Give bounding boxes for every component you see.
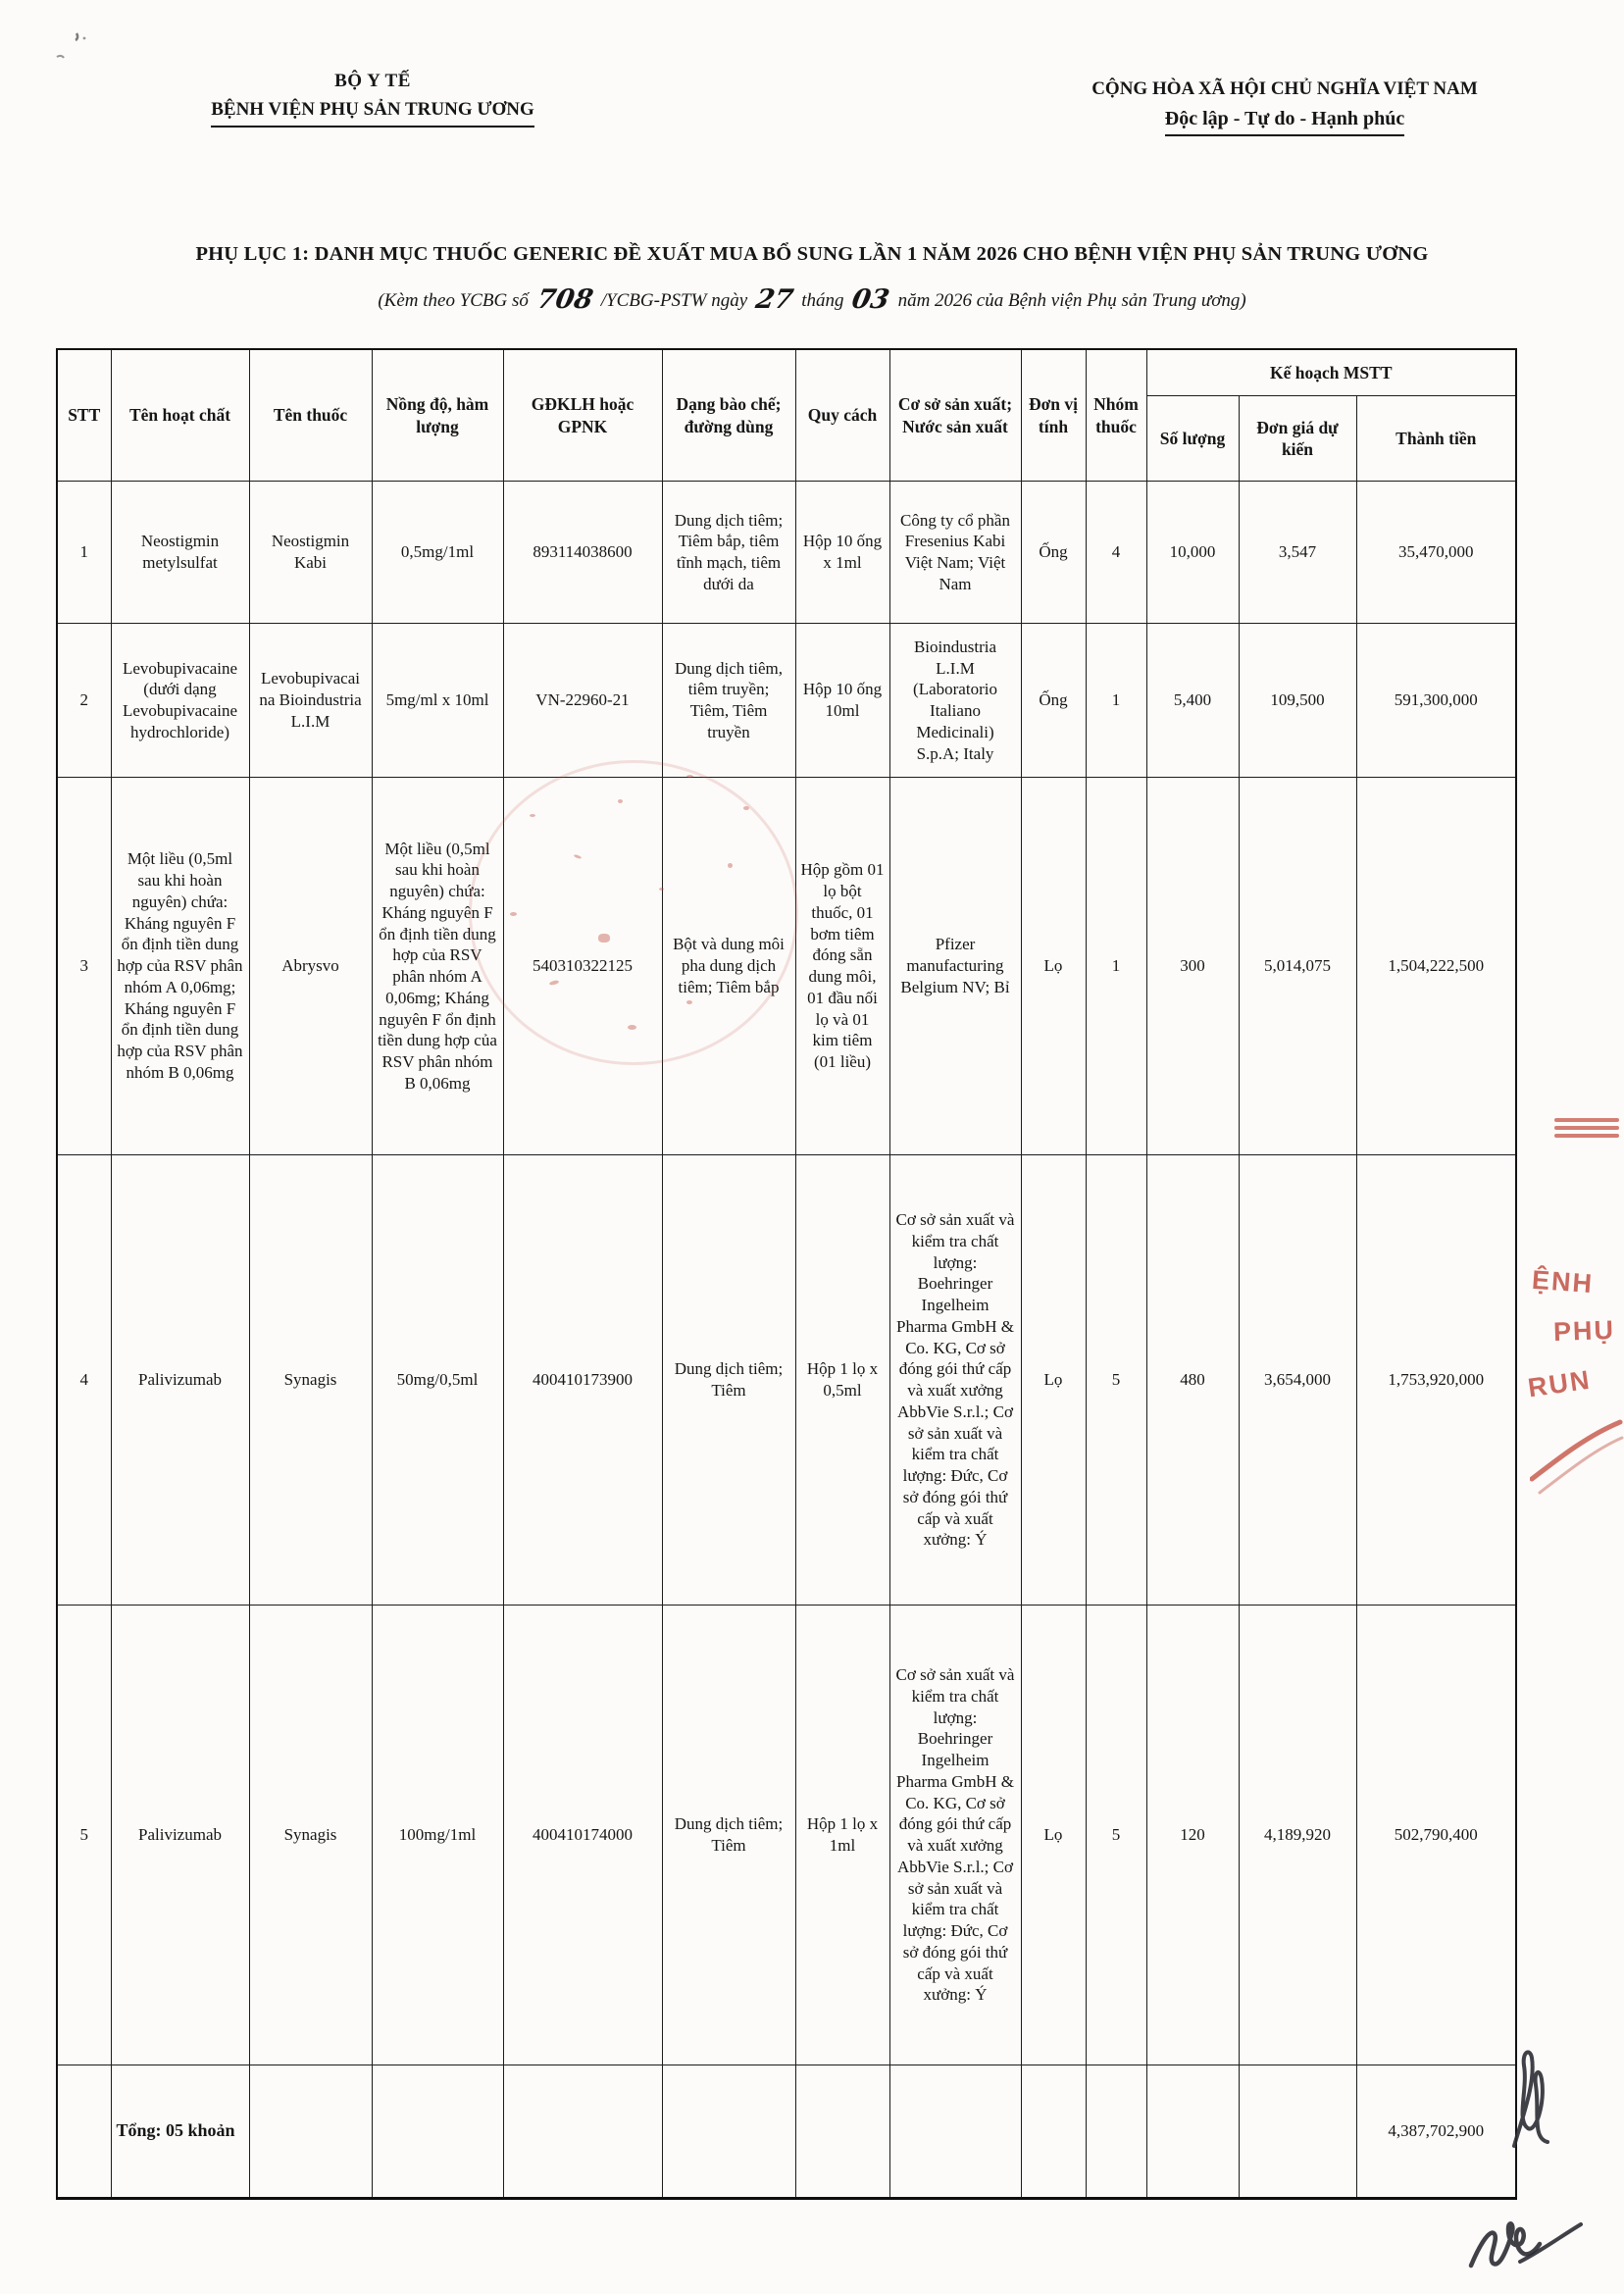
col-header-plan-group: Kế hoạch MSTT [1146,349,1516,396]
cell-stt: 4 [57,1155,111,1606]
page-subtitle [0,282,1624,313]
cell-concentration: Một liều (0,5ml sau khi hoàn nguyên) chứa: Kháng nguyên F ổn định tiền dung hợp của RSV phân nhóm A 0,06mg; Kháng nguyên F ổn định tiền dung hợp của RSV phân nhóm B 0,06mg [372,778,503,1155]
drug-list-table [56,348,1517,2200]
stamp-speck [510,912,517,916]
cell-amount: 35,470,000 [1356,482,1516,624]
cell-quantity: 120 [1146,1606,1239,2065]
edge-stamp-text: RUN [1526,1364,1594,1403]
cell-drug-name: Synagis [249,1155,372,1606]
subtitle-text: (Kèm theo YCBG số [378,290,529,311]
motto: Độc lập - Tự do - Hạnh phúc [981,108,1589,136]
cell-drug-group: 1 [1086,624,1146,778]
signature-initial-2 [1463,2205,1587,2279]
cell-unit: Lọ [1021,1606,1086,2065]
cell-empty [662,2065,795,2199]
cell-quantity: 10,000 [1146,482,1239,624]
cell-unit: Lọ [1021,1155,1086,1606]
cell-empty [795,2065,889,2199]
col-header-quantity: Số lượng [1146,396,1239,482]
stamp-speck [659,888,664,891]
table-row [57,624,1516,778]
col-header-amount: Thành tiền [1356,396,1516,482]
cell-manufacturer: Bioindustria L.I.M (Laboratorio Italiano Medicinali) S.p.A; Italy [889,624,1021,778]
table-row [57,778,1516,1155]
cell-empty [889,2065,1021,2199]
cell-active-ingredient: Một liều (0,5ml sau khi hoàn nguyên) chứa: Kháng nguyên F ổn định tiền dung hợp của RSV phân nhóm A 0,06mg; Kháng nguyên F ổn định tiền dung hợp của RSV phân nhóm B 0,06mg [111,778,249,1155]
cell-dosage-form: Dung dịch tiêm; Tiêm [662,1155,795,1606]
cell-amount: 502,790,400 [1356,1606,1516,2065]
cell-packaging: Hộp 10 ống 10ml [795,624,889,778]
col-header-license: GĐKLH hoặc GPNK [503,349,662,482]
header-issuer [147,71,598,127]
stamp-speck [530,814,535,817]
cell-empty [57,2065,111,2199]
col-header-unit-price: Đơn giá dự kiến [1239,396,1356,482]
cell-drug-name: Levobupivacai na Bioindustria L.I.M [249,624,372,778]
cell-unit-price: 5,014,075 [1239,778,1356,1155]
cell-unit: Ống [1021,624,1086,778]
cell-packaging: Hộp 1 lọ x 1ml [795,1606,889,2065]
handwritten-number: 27 [753,284,796,315]
total-label: Tổng: 05 khoản [111,2065,249,2199]
cell-quantity: 480 [1146,1155,1239,1606]
edge-stamp-text: ỆNH [1531,1264,1596,1300]
col-header-dosage-form: Dạng bào chế; đường dùng [662,349,795,482]
stamp-speck [686,775,693,778]
cell-license: 893114038600 [503,482,662,624]
cell-drug-group: 1 [1086,778,1146,1155]
cell-unit: Ống [1021,482,1086,624]
cell-concentration: 0,5mg/1ml [372,482,503,624]
cell-packaging: Hộp 1 lọ x 0,5ml [795,1155,889,1606]
cell-quantity: 5,400 [1146,624,1239,778]
pen-speck [51,29,100,69]
cell-empty [1086,2065,1146,2199]
stamp-speck [743,806,749,810]
cell-concentration: 5mg/ml x 10ml [372,624,503,778]
cell-drug-name: Abrysvo [249,778,372,1155]
cell-license: 540310322125 [503,778,662,1155]
cell-packaging: Hộp gồm 01 lọ bột thuốc, 01 bơm tiêm đóng sẵn dung môi, 01 đầu nối lọ và 01 kim tiêm (01 liều) [795,778,889,1155]
handwritten-number: 03 [849,284,892,315]
header-national-motto [981,78,1589,136]
cell-dosage-form: Bột và dung môi pha dung dịch tiêm; Tiêm bắp [662,778,795,1155]
table-row [57,1606,1516,2065]
cell-license: 400410174000 [503,1606,662,2065]
hospital-name: BỆNH VIỆN PHỤ SẢN TRUNG ƯƠNG [147,99,598,127]
table-header-row [57,349,1516,396]
cell-amount: 591,300,000 [1356,624,1516,778]
col-header-stt: STT [57,349,111,482]
col-header-active-ingredient: Tên hoạt chất [111,349,249,482]
cell-manufacturer: Cơ sở sản xuất và kiểm tra chất lượng: Boehringer Ingelheim Pharma GmbH & Co. KG, Cơ sở đóng gói thứ cấp và xuất xưởng AbbVie S.r.l.; Cơ sở sản xuất và kiểm tra chất lượng: Đức, Cơ sở đóng gói thứ cấp và xuất xưởng: Ý [889,1155,1021,1606]
cell-active-ingredient: Levobupivacaine (dưới dạng Levobupivacaine hydrochloride) [111,624,249,778]
ministry-name: BỘ Y TẾ [334,71,411,91]
cell-empty [1021,2065,1086,2199]
cell-concentration: 50mg/0,5ml [372,1155,503,1606]
cell-drug-group: 5 [1086,1155,1146,1606]
stamp-speck [598,934,610,943]
handwritten-number: 708 [533,284,595,315]
cell-manufacturer: Cơ sở sản xuất và kiểm tra chất lượng: Boehringer Ingelheim Pharma GmbH & Co. KG, Cơ sở đóng gói thứ cấp và xuất xưởng AbbVie S.r.l.; Cơ sở sản xuất và kiểm tra chất lượng: Đức, Cơ sở đóng gói thứ cấp và xuất xưởng: Ý [889,1606,1021,2065]
cell-empty [249,2065,372,2199]
cell-dosage-form: Dung dịch tiêm, tiêm truyền; Tiêm, Tiêm truyền [662,624,795,778]
cell-drug-group: 5 [1086,1606,1146,2065]
cell-license: VN-22960-21 [503,624,662,778]
cell-active-ingredient: Neostigmin metylsulfat [111,482,249,624]
edge-stamp-arc-bottom [1530,1408,1624,1497]
cell-drug-name: Neostigmin Kabi [249,482,372,624]
cell-empty [503,2065,662,2199]
cell-unit-price: 4,189,920 [1239,1606,1356,2065]
cell-license: 400410173900 [503,1155,662,1606]
edge-stamp-arc-top [1554,1118,1619,1144]
col-header-drug-group: Nhóm thuốc [1086,349,1146,482]
cell-amount: 1,753,920,000 [1356,1155,1516,1606]
stamp-speck [728,863,733,868]
cell-amount: 1,504,222,500 [1356,778,1516,1155]
table-row [57,482,1516,624]
cell-unit-price: 3,654,000 [1239,1155,1356,1606]
cell-unit-price: 109,500 [1239,624,1356,778]
col-header-manufacturer: Cơ sở sản xuất; Nước sản xuất [889,349,1021,482]
national-title: CỘNG HÒA XÃ HỘI CHỦ NGHĨA VIỆT NAM [1091,78,1478,99]
page-title: PHỤ LỤC 1: DANH MỤC THUỐC GENERIC ĐỀ XUẤT MUA BỔ SUNG LẦN 1 NĂM 2026 CHO BỆNH VIỆN PHỤ SẢN TRUNG ƯƠNG [195,243,1429,265]
cell-active-ingredient: Palivizumab [111,1606,249,2065]
total-amount: 4,387,702,900 [1356,2065,1516,2199]
cell-drug-group: 4 [1086,482,1146,624]
table-row [57,1155,1516,1606]
cell-stt: 2 [57,624,111,778]
cell-concentration: 100mg/1ml [372,1606,503,2065]
cell-empty [1239,2065,1356,2199]
cell-unit: Lọ [1021,778,1086,1155]
col-header-drug-name: Tên thuốc [249,349,372,482]
col-header-packaging: Quy cách [795,349,889,482]
cell-packaging: Hộp 10 ống x 1ml [795,482,889,624]
subtitle-text: /YCBG-PSTW ngày [600,290,748,311]
stamp-speck [686,1000,692,1004]
cell-manufacturer: Công ty cổ phần Fresenius Kabi Việt Nam; Việt Nam [889,482,1021,624]
cell-active-ingredient: Palivizumab [111,1155,249,1606]
cell-dosage-form: Dung dịch tiêm; Tiêm [662,1606,795,2065]
cell-unit-price: 3,547 [1239,482,1356,624]
edge-stamp-text: PHỤ [1552,1314,1616,1348]
stamp-speck [618,799,623,803]
col-header-unit: Đơn vị tính [1021,349,1086,482]
col-header-concentration: Nồng độ, hàm lượng [372,349,503,482]
cell-quantity: 300 [1146,778,1239,1155]
cell-stt: 3 [57,778,111,1155]
cell-empty [1146,2065,1239,2199]
cell-dosage-form: Dung dịch tiêm; Tiêm bắp, tiêm tĩnh mạch, tiêm dưới da [662,482,795,624]
cell-drug-name: Synagis [249,1606,372,2065]
cell-manufacturer: Pfizer manufacturing Belgium NV; Bỉ [889,778,1021,1155]
cell-empty [372,2065,503,2199]
total-row [57,2065,1516,2199]
stamp-speck [628,1025,636,1030]
cell-stt: 5 [57,1606,111,2065]
subtitle-text: năm 2026 của Bệnh viện Phụ sản Trung ương) [897,290,1246,311]
subtitle-text: tháng [801,290,844,311]
cell-stt: 1 [57,482,111,624]
